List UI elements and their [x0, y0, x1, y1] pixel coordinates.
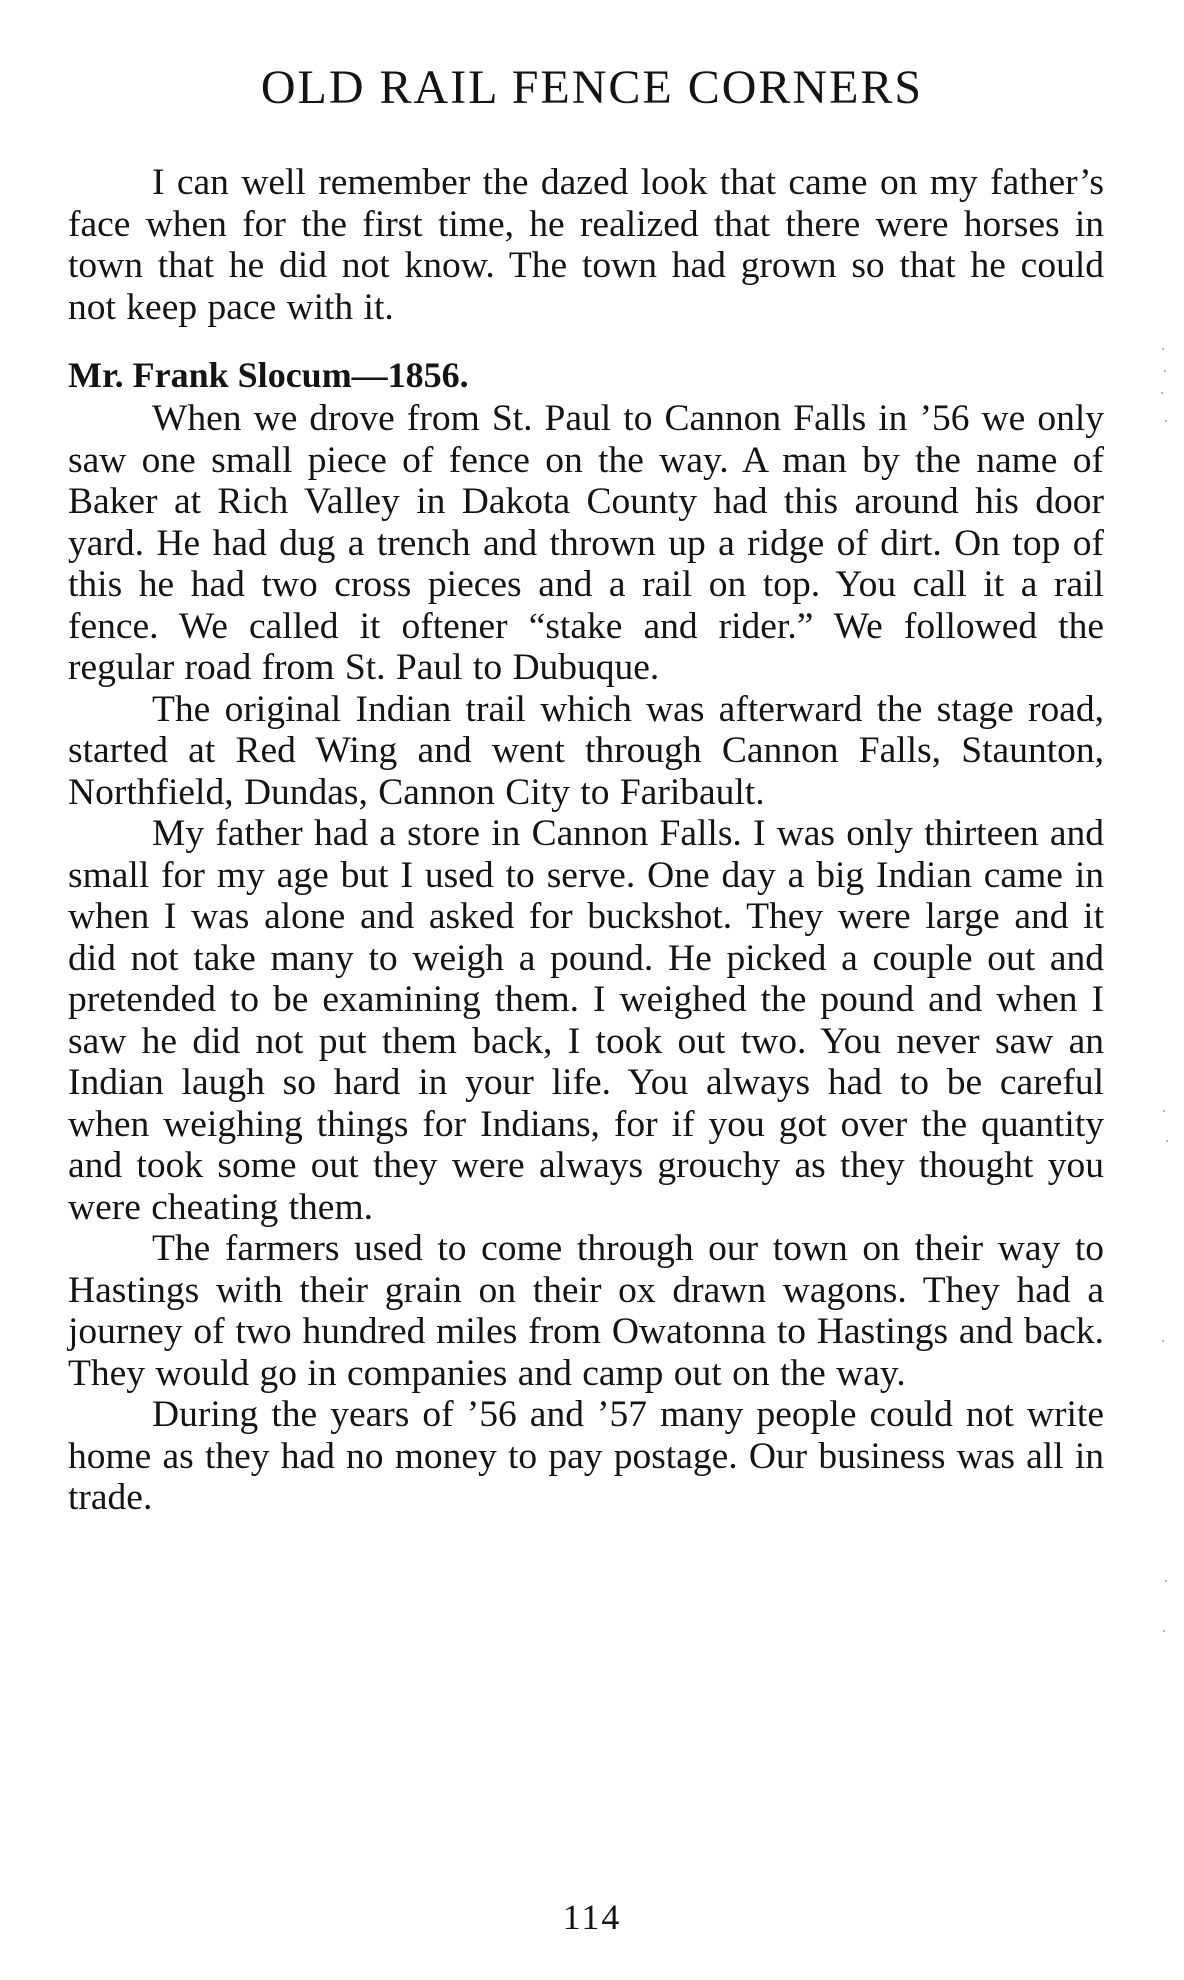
- body-text: [68, 162, 1104, 1519]
- paragraph-farmers: The farmers used to come through our town on their way to Hastings with their grain on their ox drawn wagons. They had a journey of two hundred miles from Owatonna to Hastings and back. They would go in companies and camp out on the way.: [68, 1228, 1104, 1394]
- margin-scan-specks: [1160, 340, 1170, 1740]
- intro-paragraph: I can well remember the dazed look that came on my father’s face when for the first time, he realized that there were horses in town that he did not know. The town had grown so that he could not keep pace with it.: [68, 162, 1104, 328]
- page-number: 114: [562, 1897, 622, 1937]
- paragraph-postage: During the years of ’56 and ’57 many people could not write home as they had no money to pay postage. Our business was all in trade.: [68, 1394, 1104, 1518]
- running-head: OLD RAIL FENCE CORNERS: [260, 61, 924, 114]
- paragraph-fence: When we drove from St. Paul to Cannon Falls in ’56 we only saw one small piece of fence on the way. A man by the name of Baker at Rich Valley in Dakota County had this around his door yard. He had dug a trench and thrown up a ridge of dirt. On top of this he had two cross pieces and a rail on top. You call it a rail fence. We called it oftener “stake and rider.” We followed the regular road from St. Paul to Dubuque.: [68, 398, 1104, 688]
- section-heading: Mr. Frank Slocum—1856.: [68, 355, 469, 395]
- paragraph-indian-trail: The original Indian trail which was afterward the stage road, started at Red Wing and went through Cannon Falls, Staunton, Northfield, Dundas, Cannon City to Faribault.: [68, 688, 1104, 813]
- paragraph-store: My father had a store in Cannon Falls. I was only thirteen and small for my age but I used to serve. One day a big Indian came in when I was alone and asked for buckshot. They were large and it did not take many to weigh a pound. He picked a couple out and pretended to be examining them. I weighed the pound and when I saw he did not put them back, I took out two. You never saw an Indian laugh so hard in your life. You always had to be careful when weighing things for Indians, for if you got over the quantity and took some out they were always grouchy as they thought you were cheating them.: [68, 813, 1104, 1228]
